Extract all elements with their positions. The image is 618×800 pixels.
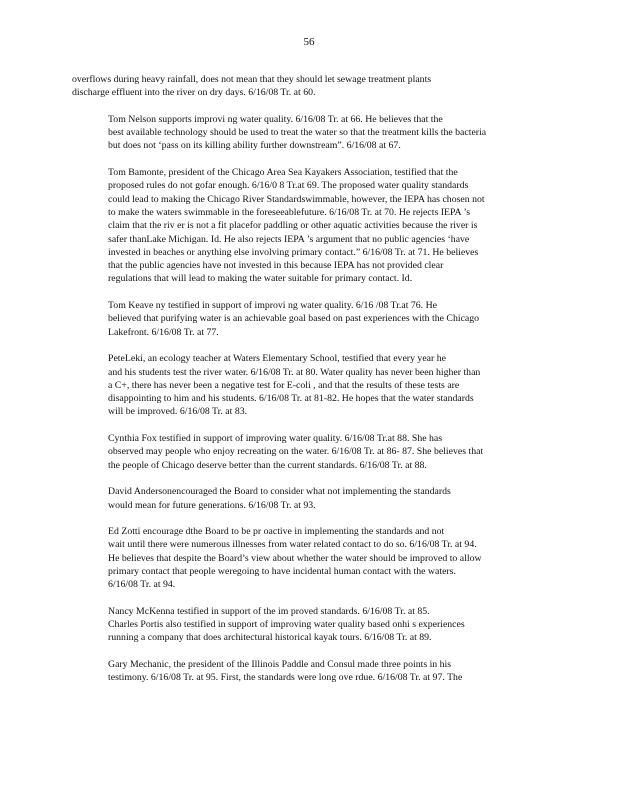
text-line: Tom Bamonte, president of the Chicago Area Sea Kayakers Association, testified that the xyxy=(108,167,458,179)
text-line: Tom Keave ny testified in support of improvi ng water quality. 6/16 /08 Tr.at 76. He xyxy=(108,300,438,312)
paragraph xyxy=(72,352,542,418)
text-line: could lead to making the Chicago River Standardswimmable, however, the IEPA has chosen not xyxy=(108,193,485,205)
text-line: proposed rules do not gofar enough. 6/16/0 8 Tr.at 69. The proposed water quality standards xyxy=(108,180,469,192)
text-line: Tom Nelson supports improvi ng water quality. 6/16/08 Tr. at 66. He believes that the xyxy=(108,113,443,125)
text-line: best available technology should be used to treat the water so that the treatment kills the bacteria xyxy=(108,127,487,139)
text-line: believed that purifying water is an achievable goal based on past experiences with the Chicago xyxy=(108,313,480,325)
page-number: 56 xyxy=(303,36,315,48)
text-line: Ed Zotti encourage dthe Board to be pr oactive in implementing the standards and not xyxy=(108,526,445,538)
text-line: will be improved. 6/16/08 Tr. at 83. xyxy=(108,406,248,418)
text-line: safer thanLake Michigan. Id. He also rejects IEPA ’s argument that no public agencies ‘have xyxy=(108,233,470,245)
text-line: to make the waters swimmable in the foreseeablefuture. 6/16/08 Tr. at 70. He rejects IEPA ’s xyxy=(108,206,471,218)
document-body xyxy=(72,73,542,698)
text-line: the people of Chicago deserve better than the current standards. 6/16/08 Tr. at 88. xyxy=(108,459,427,471)
text-line: overflows during heavy rainfall, does not mean that they should let sewage treatment plants xyxy=(72,74,432,85)
text-line: would mean for future generations. 6/16/08 Tr. at 93. xyxy=(108,499,316,511)
text-line: invested in beaches or anything else involving primary contact.” 6/16/08 Tr. at 71. He believes xyxy=(108,246,479,258)
text-line: He believes that despite the Board’s view about whether the water should be improved to allow xyxy=(108,552,482,564)
text-line: discharge effluent into the river on dry days. 6/16/08 Tr. at 60. xyxy=(72,87,316,99)
paragraph xyxy=(72,166,542,286)
paragraph xyxy=(72,605,542,645)
text-line: Nancy McKenna testified in support of the im proved standards. 6/16/08 Tr. at 85. xyxy=(108,605,430,617)
paragraph xyxy=(72,525,542,591)
text-line: observed may people who enjoy recreating on the water. 6/16/08 Tr. at 86- 87. She believes that xyxy=(108,446,484,458)
paragraph xyxy=(72,485,542,512)
text-line: a C+, there has never been a negative test for E-coli , and that the results of these tests are xyxy=(108,379,460,391)
paragraph xyxy=(72,432,542,472)
text-line: David Andersonencouraged the Board to consider what not implementing the standards xyxy=(108,486,451,498)
paragraph xyxy=(72,113,542,153)
text-line: claim that the riv er is not a fit placefor paddling or other aquatic activities because the river is xyxy=(108,220,478,232)
text-line: wait until there were numerous illnesses from water related contact to do so. 6/16/08 Tr. at 94. xyxy=(108,539,477,551)
text-line: PeteLeki, an ecology teacher at Waters Elementary School, testified that every year he xyxy=(108,353,446,365)
text-line: but does not ‘pass on its killing ability further downstream”. 6/16/08 at 67. xyxy=(108,140,401,152)
text-line: Cynthia Fox testified in support of improving water quality. 6/16/08 Tr.at 88. She has xyxy=(108,433,443,445)
text-line: Gary Mechanic, the president of the Illinois Paddle and Consul made three points in his xyxy=(108,659,452,671)
text-line: and his students test the river water. 6/16/08 Tr. at 80. Water quality has never been higher than xyxy=(108,366,481,378)
text-line: that the public agencies have not invested in this because IEPA has not provided clear xyxy=(108,260,444,272)
paragraph xyxy=(72,73,542,100)
text-line: primary contact that people weregoing to have incidental human contact with the waters. xyxy=(108,565,456,577)
text-line: regulations that will lead to making the water suitable for primary contact. Id. xyxy=(108,273,413,285)
text-line: disappointing to him and his students. 6/16/08 Tr. at 81-82. He hopes that the water standards xyxy=(108,393,474,405)
text-line: running a company that does architectural historical kayak tours. 6/16/08 Tr. at 89. xyxy=(108,632,432,644)
paragraph xyxy=(72,299,542,339)
text-line: 6/16/08 Tr. at 94. xyxy=(108,579,176,591)
paragraph xyxy=(72,658,542,685)
text-line: testimony. 6/16/08 Tr. at 95. First, the standards were long ove rdue. 6/16/08 Tr. at 97. The xyxy=(108,672,463,684)
text-line: Lakefront. 6/16/08 Tr. at 77. xyxy=(108,326,219,338)
text-line: Charles Portis also testified in support of improving water quality based onhi s experiences xyxy=(108,619,465,631)
